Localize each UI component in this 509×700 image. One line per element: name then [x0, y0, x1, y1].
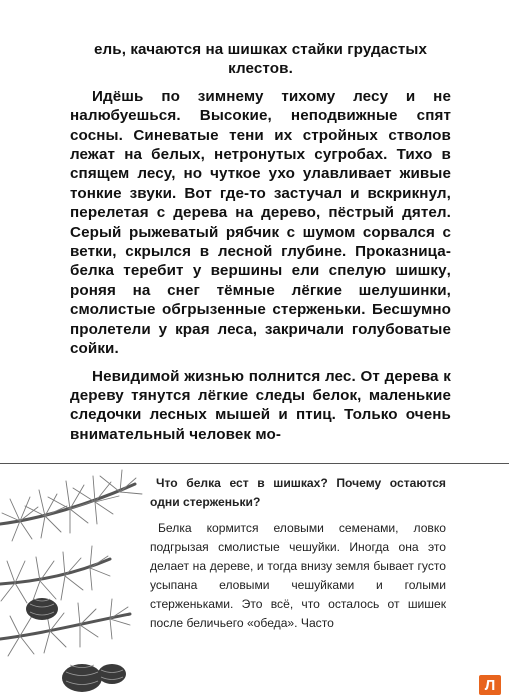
publisher-badge: Л	[479, 675, 501, 695]
info-answer: Белка кормится еловыми семенами, ловко подгрызая смолистые чешуйки. Иногда она это делает на дереве, и тогда внизу земля бывает густо усыпана еловыми чешуйками и голыми стерженьками. Это всё, что осталось от шишек после беличьего «обеда». Часто	[150, 521, 446, 630]
emphasized-phrase: Проказница-белка теребит у вершины ели спелую шишку	[70, 243, 451, 280]
info-box	[150, 474, 446, 633]
paragraph-2-start: Идёшь по зимнему тихому лесу и не налюбуешься. Высокие, неподвижные спят сосны. Синеватые тени их стройных стволов лежат на белых, нетронутых сугробах. Тихо в спящем лесу, но чуткое ухо улавливает живые тонкие звуки. Вот где-то застучал и вскрикнул, перелетая с дерева на дерево, пёстрый дятел. Серый рыжеватый рябчик с шумом сорвался с ветки, скрылся в лесной глубине.	[70, 87, 451, 261]
paragraph-3: Невидимой жизнью полнится лес. От дерева к дереву тянутся лёгкие следы белок, маленькие следочки лесных мышей и птиц. Только очень внимательный человек мо-	[70, 367, 451, 443]
info-question: Что белка ест в шишках? Почему остаются одни стерженьки?	[150, 476, 446, 509]
paragraph-2-end: , роняя на снег тёмные лёгкие шелушинки, смолистые обгрызенные стерженьки. Бесшумно пролетели у края леса, закричали голубоватые сойки.	[70, 262, 451, 358]
main-text	[70, 40, 451, 444]
paragraph-2	[70, 87, 451, 359]
paragraph-1: ель, качаются на шишках стайки грудастых клестов.	[93, 41, 428, 78]
